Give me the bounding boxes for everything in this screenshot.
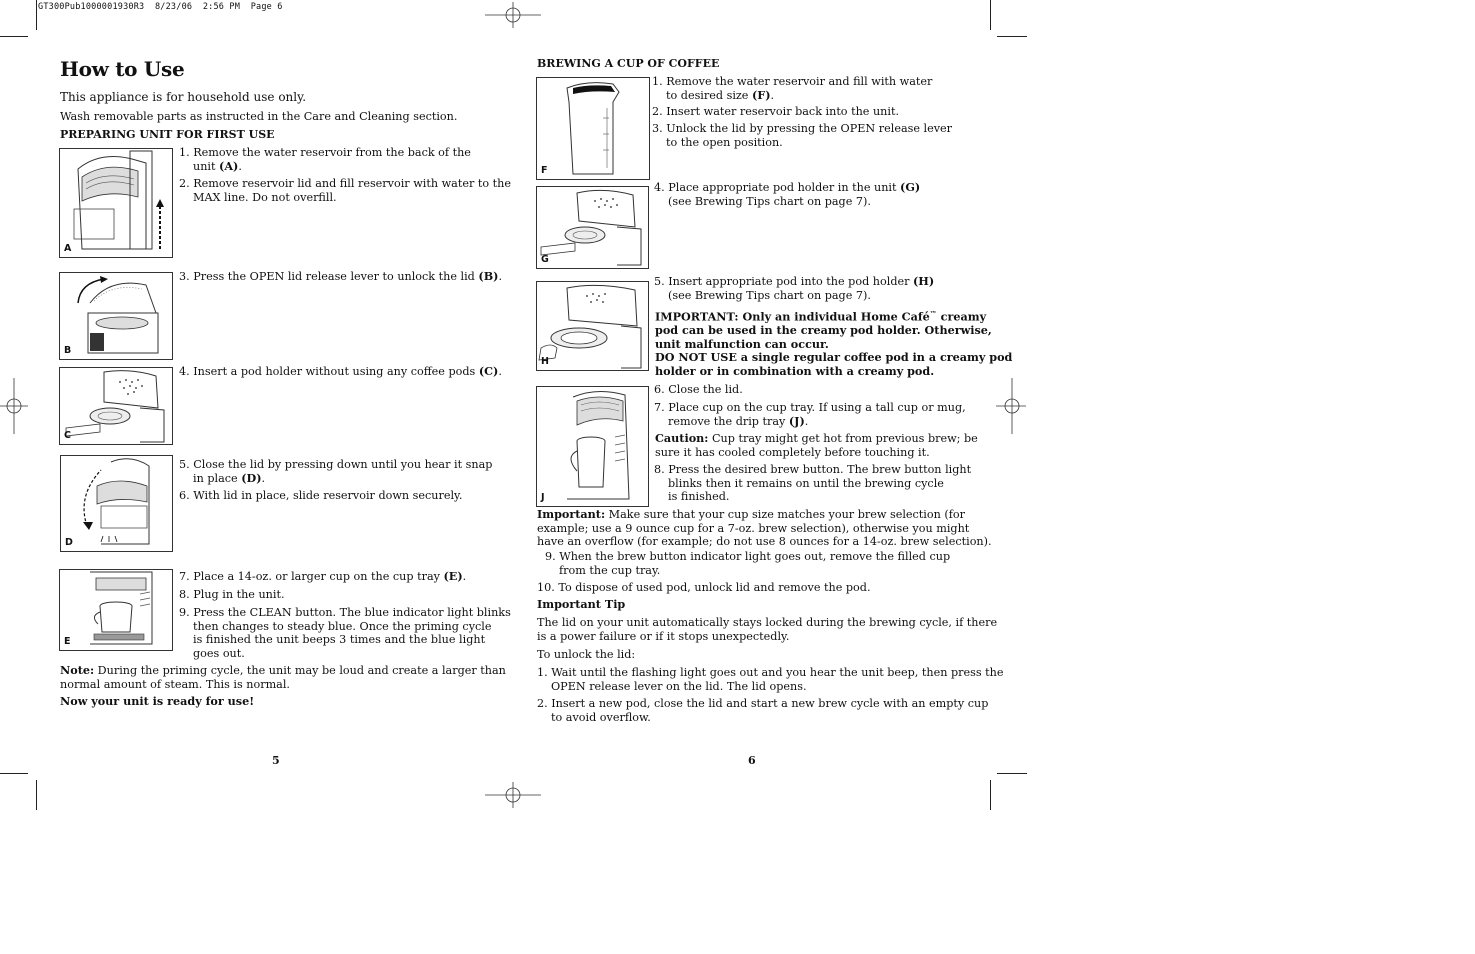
crop-mark	[997, 36, 1027, 37]
figure-label: J	[541, 492, 545, 503]
figure-a	[59, 148, 173, 258]
crop-mark	[0, 773, 28, 774]
registration-mark-icon	[0, 378, 28, 434]
brew-step-2-insert-reservoir: 2. Insert water reservoir back into the unit.	[652, 105, 900, 118]
figure-label: H	[541, 356, 549, 367]
brew-step-3-unlock-lid: 3. Unlock the lid by pressing the OPEN release lever to the open position.	[652, 122, 953, 149]
step-4-insert-pod-holder: 4. Insert a pod holder without using any coffee pods (C).	[179, 364, 502, 378]
note-priming: Note: During the priming cycle, the unit may be loud and create a larger than normal amount of steam. This is normal.	[60, 663, 506, 691]
figure-label: D	[65, 537, 73, 548]
ready-message: Now your unit is ready for use!	[60, 694, 255, 708]
brew-step-10-dispose-pod: 10. To dispose of used pod, unlock lid and remove the pod.	[537, 581, 871, 594]
pod-holder-icon	[60, 368, 172, 444]
section-heading-first-use: PREPARING UNIT FOR FIRST USE	[60, 128, 275, 141]
pod-holder-icon	[537, 187, 648, 268]
registration-mark-icon	[996, 378, 1026, 434]
figure-h	[536, 281, 649, 371]
figure-b	[59, 272, 173, 360]
brew-step-9-remove-cup: 9. When the brew button indicator light goes out, remove the filled cup from the cup tray.	[545, 550, 951, 577]
step-3-open-lid: 3. Press the OPEN lid release lever to unlock the lid (B).	[179, 269, 503, 283]
step-9-clean-button: 9. Press the CLEAN button. The blue indicator light blinks then changes to steady blue. Once the priming cycle is finished the unit beeps 3 times and the blue light goes out.	[179, 606, 511, 660]
important-creamy-pod: IMPORTANT: Only an individual Home Café™ creamy pod can be used in the creamy pod holder. Otherwise, unit malfunction can occur.	[655, 309, 992, 351]
unlock-step-2: 2. Insert a new pod, close the lid and start a new brew cycle with an empty cup to avoid overflow.	[537, 697, 989, 724]
important-tip-heading: Important Tip	[537, 597, 626, 611]
intro-wash: Wash removable parts as instructed in the Care and Cleaning section.	[60, 110, 458, 123]
figure-c	[59, 367, 173, 445]
step-1-remove-reservoir: 1. Remove the water reservoir from the back of the unit (A).	[179, 146, 471, 173]
figure-label: C	[64, 430, 71, 441]
step-8-plug-in: 8. Plug in the unit.	[179, 588, 285, 601]
brew-step-5-insert-pod: 5. Insert appropriate pod into the pod holder (H) (see Brewing Tips chart on page 7).	[654, 274, 935, 302]
figure-label: G	[541, 254, 549, 265]
unlock-lid-heading: To unlock the lid:	[537, 648, 636, 661]
section-heading-brewing: BREWING A CUP OF COFFEE	[537, 57, 720, 70]
figure-d	[60, 455, 173, 552]
unlock-step-1: 1. Wait until the flashing light goes out and you hear the unit beep, then press the OPEN release lever on the lid. The lid opens.	[537, 666, 1004, 693]
print-slug: GT300Pub1000001930R3 8/23/06 2:56 PM Page 6	[38, 2, 283, 12]
figure-label: F	[541, 165, 548, 176]
registration-mark-icon	[485, 2, 541, 28]
crop-mark	[36, 780, 37, 810]
caution-cup-tray: Caution: Cup tray might get hot from previous brew; be sure it has cooled completely before touching it.	[655, 431, 978, 459]
insert-pod-icon	[537, 282, 648, 370]
warning-do-not-use: DO NOT USE a single regular coffee pod in a creamy pod holder or in combination with a creamy pod.	[655, 350, 1013, 378]
important-cup-size: Important: Make sure that your cup size matches your brew selection (for example; use a 9 ounce cup for a 7-oz. brew selection), otherwise you might have an overflow (for example; do not use 8 ounces for a 14-oz. brew selection).	[537, 507, 992, 548]
open-lid-icon	[60, 273, 172, 359]
cup-on-tray-icon	[60, 570, 172, 650]
brew-step-8-brew-button: 8. Press the desired brew button. The brew button light blinks then it remains on until the brewing cycle is finished.	[654, 463, 972, 503]
step-5-close-lid: 5. Close the lid by pressing down until you hear it snap in place (D).	[179, 458, 493, 485]
step-6-slide-reservoir: 6. With lid in place, slide reservoir down securely.	[179, 489, 463, 502]
important-tip-text: The lid on your unit automatically stays locked during the brewing cycle, if there is a power failure or if it stops unexpectedly.	[537, 616, 998, 643]
brew-step-6-close-lid: 6. Close the lid.	[654, 383, 743, 396]
crop-mark	[0, 36, 28, 37]
coffee-maker-reservoir-icon	[60, 149, 172, 257]
figure-label: B	[64, 345, 72, 356]
figure-f	[536, 77, 650, 180]
registration-mark-icon	[485, 782, 541, 808]
water-reservoir-icon	[537, 78, 649, 179]
figure-g	[536, 186, 649, 269]
crop-mark	[997, 773, 1027, 774]
page-number-right: 6	[748, 754, 756, 767]
brew-step-1-fill-reservoir: 1. Remove the water reservoir and fill with water to desired size (F).	[652, 75, 933, 102]
crop-mark	[990, 0, 991, 30]
step-7-place-cup: 7. Place a 14-oz. or larger cup on the cup tray (E).	[179, 569, 467, 583]
tall-mug-icon	[537, 387, 648, 506]
crop-mark	[36, 0, 37, 30]
intro-household: This appliance is for household use only.	[60, 90, 307, 104]
brew-step-7-place-cup: 7. Place cup on the cup tray. If using a tall cup or mug, remove the drip tray (J).	[654, 401, 966, 428]
page-title: How to Use	[60, 57, 185, 81]
step-2-fill-reservoir: 2. Remove reservoir lid and fill reservoir with water to the MAX line. Do not overfill.	[179, 177, 511, 204]
figure-label: E	[64, 636, 71, 647]
page-number-left: 5	[272, 754, 280, 767]
brew-step-4-pod-holder: 4. Place appropriate pod holder in the unit (G) (see Brewing Tips chart on page 7).	[654, 180, 921, 208]
crop-mark	[990, 780, 991, 810]
figure-label: A	[64, 243, 72, 254]
figure-e	[59, 569, 173, 651]
figure-j	[536, 386, 649, 507]
close-lid-icon	[61, 456, 172, 551]
